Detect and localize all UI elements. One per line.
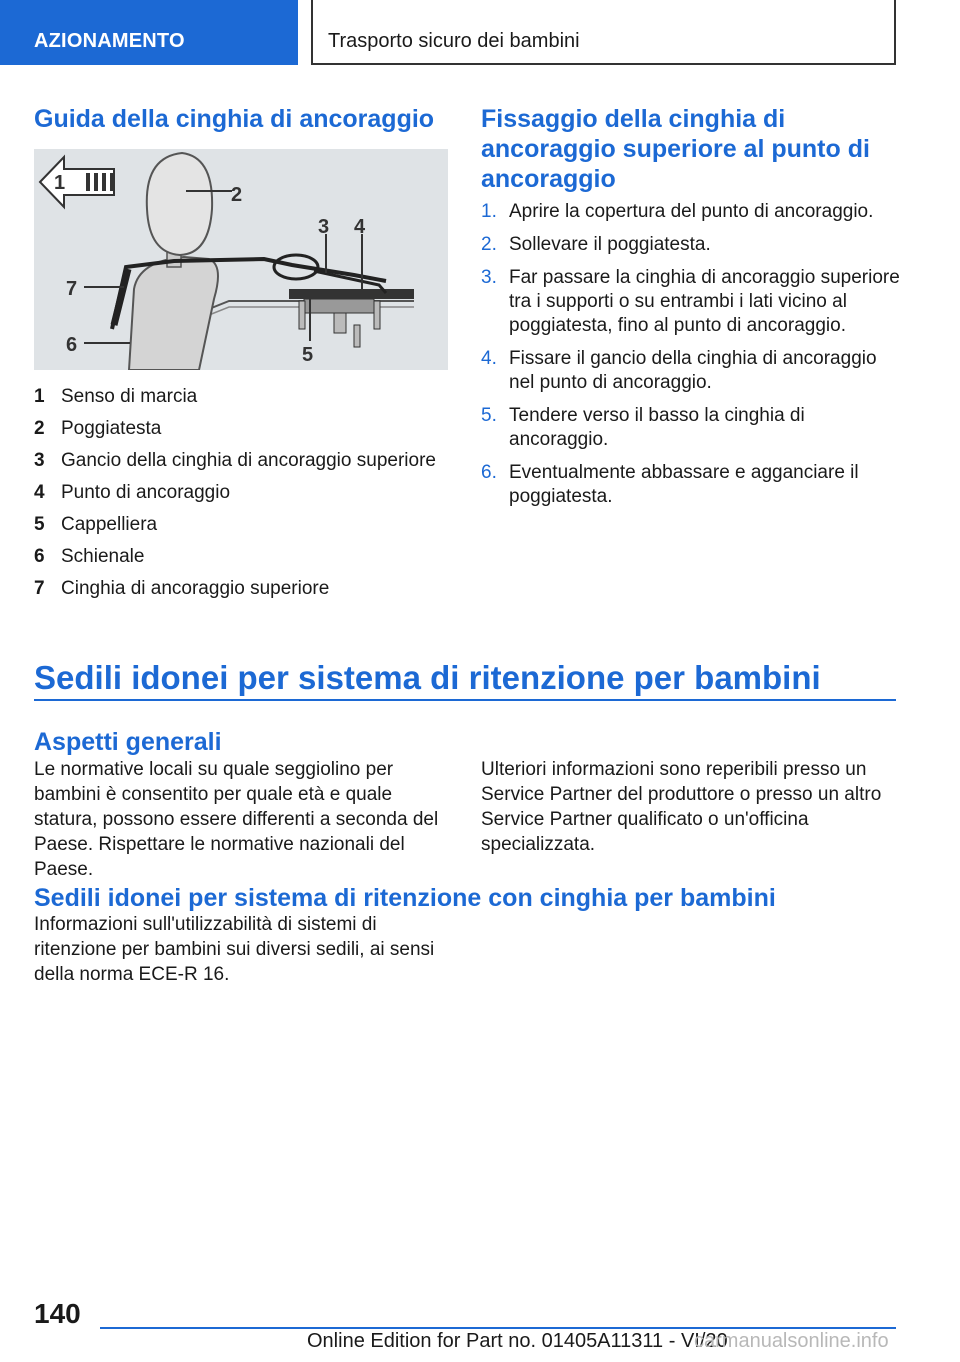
steps-list: [481, 200, 901, 518]
cinghia-paragraph: Informazioni sull'utilizzabilità di sistemi di ritenzione per bambini sui diversi sedili, ai sensi della norma ECE-R 16.: [34, 914, 435, 985]
heading-sedili: Sedili idonei per sistema di ritenzione per bambini: [34, 659, 821, 696]
legend-item: 4 Punto di ancoraggio: [34, 482, 231, 503]
section-divider: [34, 699, 896, 701]
fig-label-1: 1: [54, 172, 66, 194]
fig-label-6: 6: [66, 334, 78, 356]
step-item: 6. Eventualmente abbassare e agganciare il poggiatesta.: [481, 462, 859, 507]
heading-aspetti: Aspetti generali: [34, 728, 222, 756]
legend-item: 6 Schienale: [34, 546, 145, 567]
step-item: 1. Aprire la copertura del punto di ancoraggio.: [481, 201, 874, 222]
anchor-strap-diagram: [34, 149, 448, 370]
aspetti-paragraph-left: Le normative locali su quale seggiolino per bambini è consentito per quale età e quale statura, possono essere differenti a seconda del Paese. Rispettare le normative nazionali del Paese.: [34, 759, 439, 880]
watermark: carmanualsonline.info: [694, 1330, 889, 1352]
footer-divider: [100, 1327, 896, 1329]
header-section-tab: AZIONAMENTO: [0, 0, 298, 65]
page-number: 140: [34, 1298, 81, 1329]
legend-item: 5 Cappelliera: [34, 514, 158, 535]
legend-item: 2 Poggiatesta: [34, 418, 162, 439]
fig-label-7: 7: [66, 278, 78, 300]
step-item: 4. Fissare il gancio della cinghia di ancoraggio nel punto di ancoraggio.: [481, 348, 877, 393]
aspetti-paragraph-right: Ulteriori informazioni sono reperibili presso un Service Partner del produttore o presso un altro Service Partner qualificato o un'officina specializzata.: [481, 759, 882, 855]
step-item: 2. Sollevare il poggiatesta.: [481, 234, 711, 255]
header-topic: Trasporto sicuro dei bambini: [311, 0, 896, 65]
fig-label-2: 2: [231, 184, 243, 206]
figure-legend: [34, 381, 454, 605]
legend-item: 7 Cinghia di ancoraggio superiore: [34, 578, 330, 599]
heading-cinghia: Sedili idonei per sistema di ritenzione con cinghia per bambini: [34, 884, 776, 912]
step-item: 5. Tendere verso il basso la cinghia di ancoraggio.: [481, 405, 805, 450]
heading-fissaggio: Fissaggio della cinghia di ancoraggio superiore al punto di ancoraggio: [481, 105, 870, 193]
fig-label-4: 4: [354, 216, 366, 238]
step-item: 3. Far passare la cinghia di ancoraggio superiore tra i supporti o su entrambi i lati vicino al poggiatesta, fino al punto di ancoraggio.: [481, 267, 900, 336]
legend-item: 3 Gancio della cinghia di ancoraggio superiore: [34, 450, 436, 471]
fig-label-3: 3: [318, 216, 330, 238]
heading-guida: Guida della cinghia di ancoraggio: [34, 105, 435, 133]
legend-item: 1 Senso di marcia: [34, 386, 198, 407]
fig-label-5: 5: [302, 344, 314, 366]
footer-edition: Online Edition for Part no. 01405A11311 - VI/20: [307, 1330, 728, 1352]
